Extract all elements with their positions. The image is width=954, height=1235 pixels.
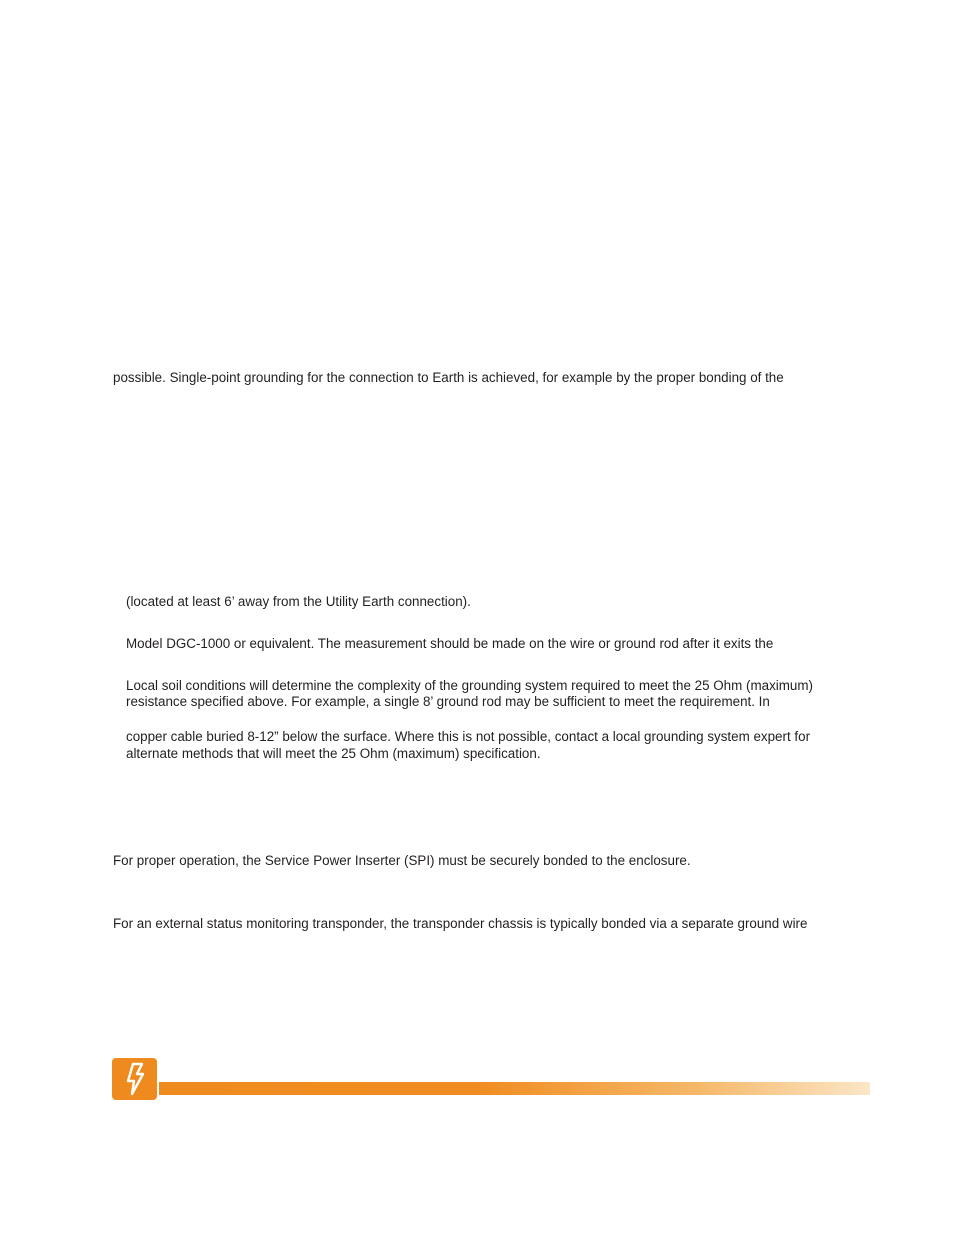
body-text-copper-cable-2: alternate methods that will meet the 25 Ohm (maximum) specification. <box>126 746 541 761</box>
body-text-soil-conditions-1: Local soil conditions will determine the complexity of the grounding system required to meet the 25 Ohm (maximum) <box>126 678 813 693</box>
body-text-model-dgc: Model DGC-1000 or equivalent. The measurement should be made on the wire or ground rod after it exits the <box>126 636 774 651</box>
body-text-spi-bonded: For proper operation, the Service Power Inserter (SPI) must be securely bonded to the enclosure. <box>113 853 691 868</box>
warning-banner-bar <box>159 1082 870 1095</box>
body-text-copper-cable-1: copper cable buried 8-12” below the surface. Where this is not possible, contact a local grounding system expert for <box>126 729 811 744</box>
lightning-bolt-icon <box>112 1058 157 1100</box>
body-text-located-away: (located at least 6’ away from the Utility Earth connection). <box>126 594 471 609</box>
body-text-status-monitoring: For an external status monitoring transponder, the transponder chassis is typically bonded via a separate ground wire <box>113 916 808 931</box>
body-text-possible-single-point: possible. Single-point grounding for the connection to Earth is achieved, for example by the proper bonding of the <box>113 370 784 385</box>
body-text-soil-conditions-2: resistance specified above. For example, a single 8’ ground rod may be sufficient to meet the requirement. In <box>126 694 770 709</box>
